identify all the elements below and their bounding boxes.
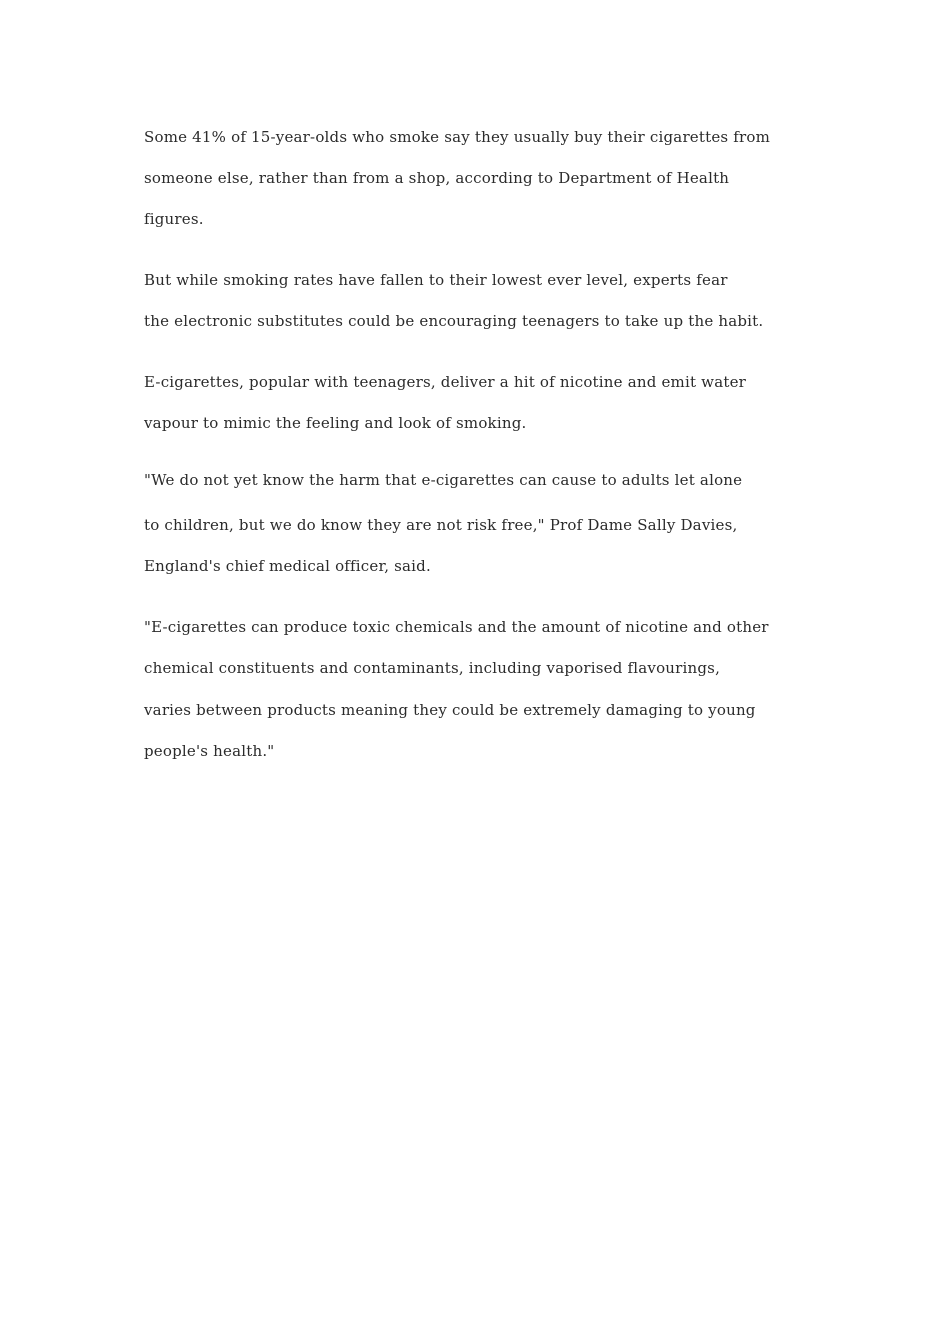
paragraph-4-line-3: England's chief medical officer, said. (144, 557, 431, 575)
paragraph-3-line-1: E-cigarettes, popular with teenagers, deliver a hit of nicotine and emit water (144, 373, 747, 391)
paragraph-3-line-2: vapour to mimic the feeling and look of smoking. (144, 414, 527, 432)
paragraph-2-line-2: the electronic substitutes could be encouraging teenagers to take up the habit. (144, 312, 764, 330)
paragraph-5-line-3: varies between products meaning they could be extremely damaging to young (144, 701, 756, 719)
paragraph-1-line-1: Some 41% of 15-year-olds who smoke say they usually buy their cigarettes from (144, 128, 771, 146)
paragraph-5-line-1: "E-cigarettes can produce toxic chemicals and the amount of nicotine and other (144, 618, 769, 636)
paragraph-5-line-4: people's health." (144, 742, 275, 760)
paragraph-4-line-1: "We do not yet know the harm that e-cigarettes can cause to adults let alone (144, 471, 743, 489)
paragraph-5-line-2: chemical constituents and contaminants, including vaporised flavourings, (144, 659, 721, 677)
paragraph-2-line-1: But while smoking rates have fallen to their lowest ever level, experts fear (144, 271, 728, 289)
paragraph-1-line-3: figures. (144, 210, 204, 228)
paragraph-4-line-2: to children, but we do know they are not risk free," Prof Dame Sally Davies, (144, 516, 738, 534)
paragraph-1-line-2: someone else, rather than from a shop, according to Department of Health (144, 169, 730, 187)
